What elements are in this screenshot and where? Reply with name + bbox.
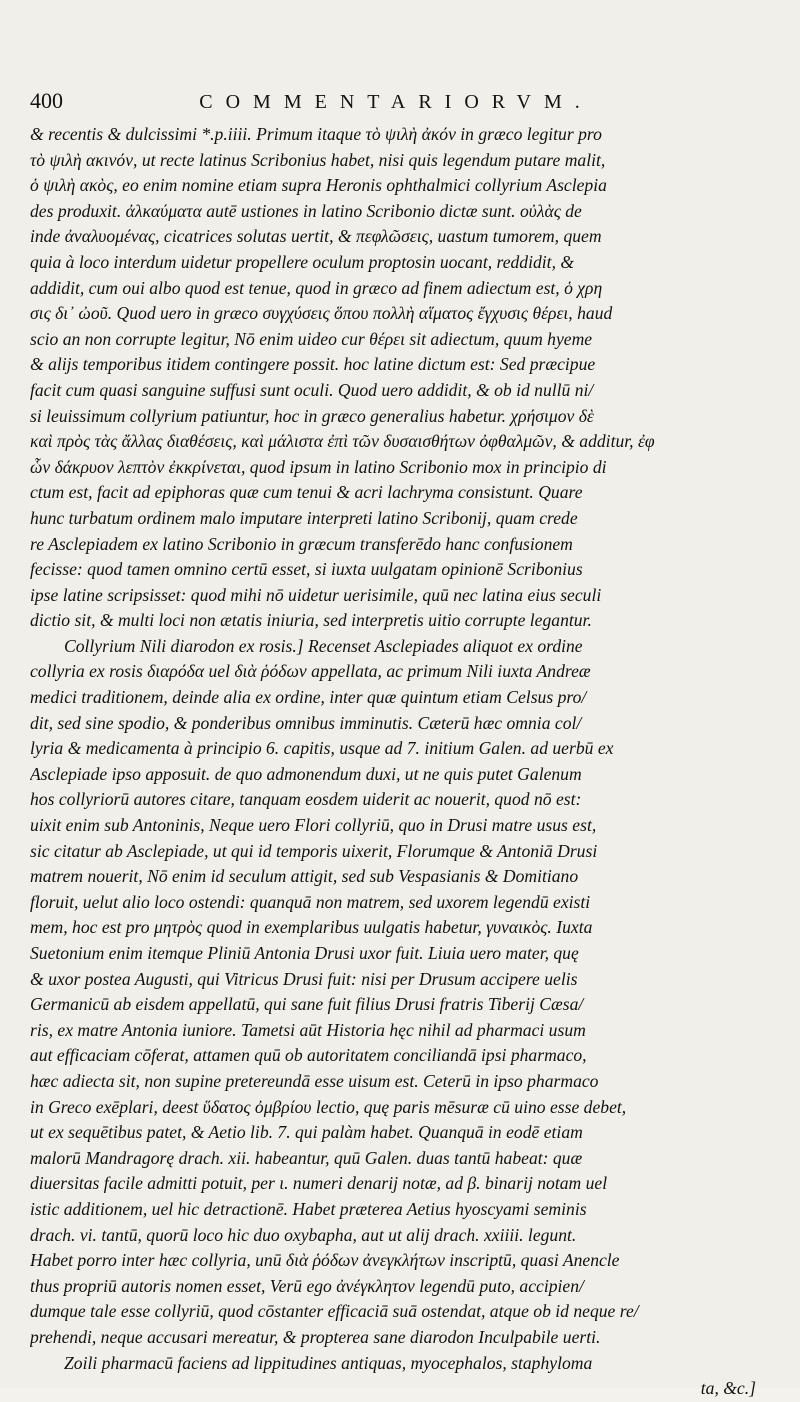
text-line: matrem nouerit, Nō enim id seculum attigit, sed sub Vespasianis & Domitiano: [30, 866, 579, 887]
running-title: COMMENTARIORVM.: [199, 91, 593, 113]
text-line: ὁ ψιλὴ ακὸς, eo enim nomine etiam supra Heronis ophthalmici collyrium Asclepia: [30, 175, 607, 196]
text-line: re Asclepiadem ex latino Scribonio in græcum transferēdo hanc confusionem: [30, 533, 573, 554]
text-line: uixit enim sub Antoninis, Neque uero Flori collyriū, quo in Drusi matre usus est,: [30, 815, 597, 836]
text-line: diuersitas facile admitti potuit, per ι. numeri denarij notæ, ad β. binarij notam uel: [30, 1173, 608, 1194]
text-line: ris, ex matre Antonia iuniore. Tametsi aūt Historia hęc nihil ad pharmaci usum: [30, 1019, 586, 1040]
commentary-text: [30, 122, 762, 1376]
text-line: medici traditionem, deinde alia ex ordine, inter quæ quintum etiam Celsus pro/: [30, 687, 587, 708]
page-number: 400: [30, 88, 63, 113]
text-line: in Greco exēplari, deest ὕδατος ὀμβρίου lectio, quę paris mēsuræ cū uino esse debet,: [30, 1096, 627, 1117]
text-line: addidit, cum oui albo quod est tenue, quod in græco ad finem adiectum est, ὁ χρη: [30, 277, 603, 298]
text-line: quia à loco interdum uidetur propellere oculum proptosin uocant, reddidit, &: [30, 251, 575, 272]
text-line: Collyrium Nili diarodon ex rosis.] Recenset Asclepiades aliquot ex ordine: [64, 635, 583, 656]
text-line: dit, sed sine spodio, & ponderibus omnibus imminutis. Cæterū hæc omnia col/: [30, 712, 582, 733]
text-line: Habet porro inter hæc collyria, unū διὰ ῥόδων ἀνεγκλήτων inscriptū, quasi Anencle: [30, 1250, 620, 1271]
catchword: ta, &c.]: [700, 1378, 756, 1399]
text-line: istic additionem, uel hic detractionē. Habet præterea Aetius hyoscyami seminis: [30, 1198, 587, 1219]
text-line: thus propriū autoris nomen esset, Verū ego ἀνέγκλητον legendū puto, accipien/: [30, 1275, 584, 1296]
text-line: dictio sit, & multi loci non ætatis iniuria, sed interpretis uitio corrupte legantur.: [30, 610, 592, 631]
text-line: lyria & medicamenta à principio 6. capitis, usque ad 7. initium Galen. ad uerbū ex: [30, 738, 614, 759]
text-line: hæc adiecta sit, non supine pretereundā esse uisum est. Ceterū in ipso pharmaco: [30, 1070, 599, 1091]
text-line: facit cum quasi sanguine suffusi sunt oculi. Quod uero addidit, & ob id nullū ni/: [30, 379, 594, 400]
text-line: aut efficaciam cōferat, attamen quū ob autoritatem conciliandā ipsi pharmaco,: [30, 1045, 587, 1066]
text-line: inde ἀναλυομένας, cicatrices solutas uertit, & πεφλῶσεις, uastum tumorem, quem: [30, 226, 602, 247]
text-line: ctum est, facit ad epiphoras quæ cum tenui & acri lachryma consistunt. Quare: [30, 482, 583, 503]
text-line: Suetonium enim itemque Pliniū Antonia Drusi uxor fuit. Liuia uero mater, quę: [30, 943, 579, 963]
text-line: ut ex sequētibus patet, & Aetio lib. 7. qui palàm habet. Quanquā in eodē etiam: [30, 1122, 583, 1143]
text-line: σις δι᾽ ὠοῦ. Quod uero in græco συγχύσεις ὅπου πολλὴ αἵματος ἔγχυσις θέρει, haud: [30, 303, 613, 324]
text-line: mem, hoc est pro μητρὸς quod in exemplaribus uulgatis habetur, γυναικὸς. Iuxta: [30, 917, 593, 938]
running-head: [30, 88, 762, 120]
text-line: καὶ πρὸς τὰς ἄλλας διαθέσεις, καὶ μάλιστα ἐπὶ τῶν δυσαισθήτων ὀφθαλμῶν, & additur, ἐφ: [30, 431, 655, 452]
text-line: prehendi, neque accusari mereatur, & propterea sane diarodon Inculpabile uerti.: [30, 1326, 601, 1347]
text-line: ὧν δάκρυον λεπτὸν ἐκκρίνεται, quod ipsum in latino Scribonio mox in principio di: [30, 456, 607, 477]
text-line: floruit, uelut alio loco ostendi: quanquā non matrem, sed uxorem legendū existi: [30, 891, 591, 912]
text-line: Germanicū ab eisdem appellatū, qui sane fuit filius Drusi fratris Tiberij Cæsa/: [30, 994, 584, 1015]
text-line: sic citatur ab Asclepiade, ut qui id temporis uixerit, Florumque & Antoniā Drusi: [30, 840, 598, 861]
text-line: collyria ex rosis διαρόδα uel διὰ ῥόδων appellata, ac primum Nili iuxta Andreæ: [30, 661, 591, 682]
text-line: malorū Mandragorę drach. xii. habeantur, quū Galen. duas tantū habeat: quæ: [30, 1147, 583, 1168]
text-line: fecisse: quod tamen omnino certū esset, si iuxta uulgatam opinionē Scribonius: [30, 559, 583, 580]
text-line: dumque tale esse collyriū, quod cōstanter efficaciā suā ostendat, atque ob id neque re/: [30, 1301, 639, 1322]
text-line: si leuissimum collyrium patiuntur, hoc in græco generalius habetur. χρήσιμον δὲ: [30, 405, 594, 426]
text-line: Asclepiade ipso apposuit. de quo admonendum duxi, ut ne quis putet Galenum: [30, 763, 582, 784]
text-line: hunc turbatum ordinem malo imputare interpreti latino Scribonij, quam crede: [30, 507, 578, 528]
text-line: drach. vi. tantū, quorū loco hic duo oxybapha, aut ut alij drach. xxiiii. legunt.: [30, 1224, 577, 1245]
text-line: ipse latine scripsisset: quod mihi nō uidetur uerisimile, quū nec latina eius seculi: [30, 584, 602, 605]
text-line: hos collyriorū autores citare, tanquam eosdem uiderit ac nouerit, quod nō est:: [30, 789, 582, 810]
text-line: τὸ ψιλὴ ακινόν, ut recte latinus Scribonius habet, nisi quis legendum putare malit,: [30, 149, 606, 170]
text-line: & uxor postea Augusti, qui Vitricus Drusi fuit: nisi per Drusum accipere uelis: [30, 968, 578, 989]
text-line: Zoili pharmacū faciens ad lippitudines antiquas, myocephalos, staphyloma: [64, 1352, 593, 1373]
text-line: scio an non corrupte legitur, Nō enim uideo cur θέρει sit adiectum, quum hyeme: [30, 328, 593, 349]
text-line: & recentis & dulcissimi *.p.iiii. Primum itaque τὸ ψιλὴ ἀκόν in græco legitur pro: [30, 124, 602, 144]
text-line: des produxit. ἀλκαύματα autē ustiones in latino Scribonio dictæ sunt. οὐλὰς de: [30, 200, 582, 221]
text-line: & alijs temporibus itidem contingere possit. hoc latine dictum est: Sed præcipue: [30, 354, 596, 375]
